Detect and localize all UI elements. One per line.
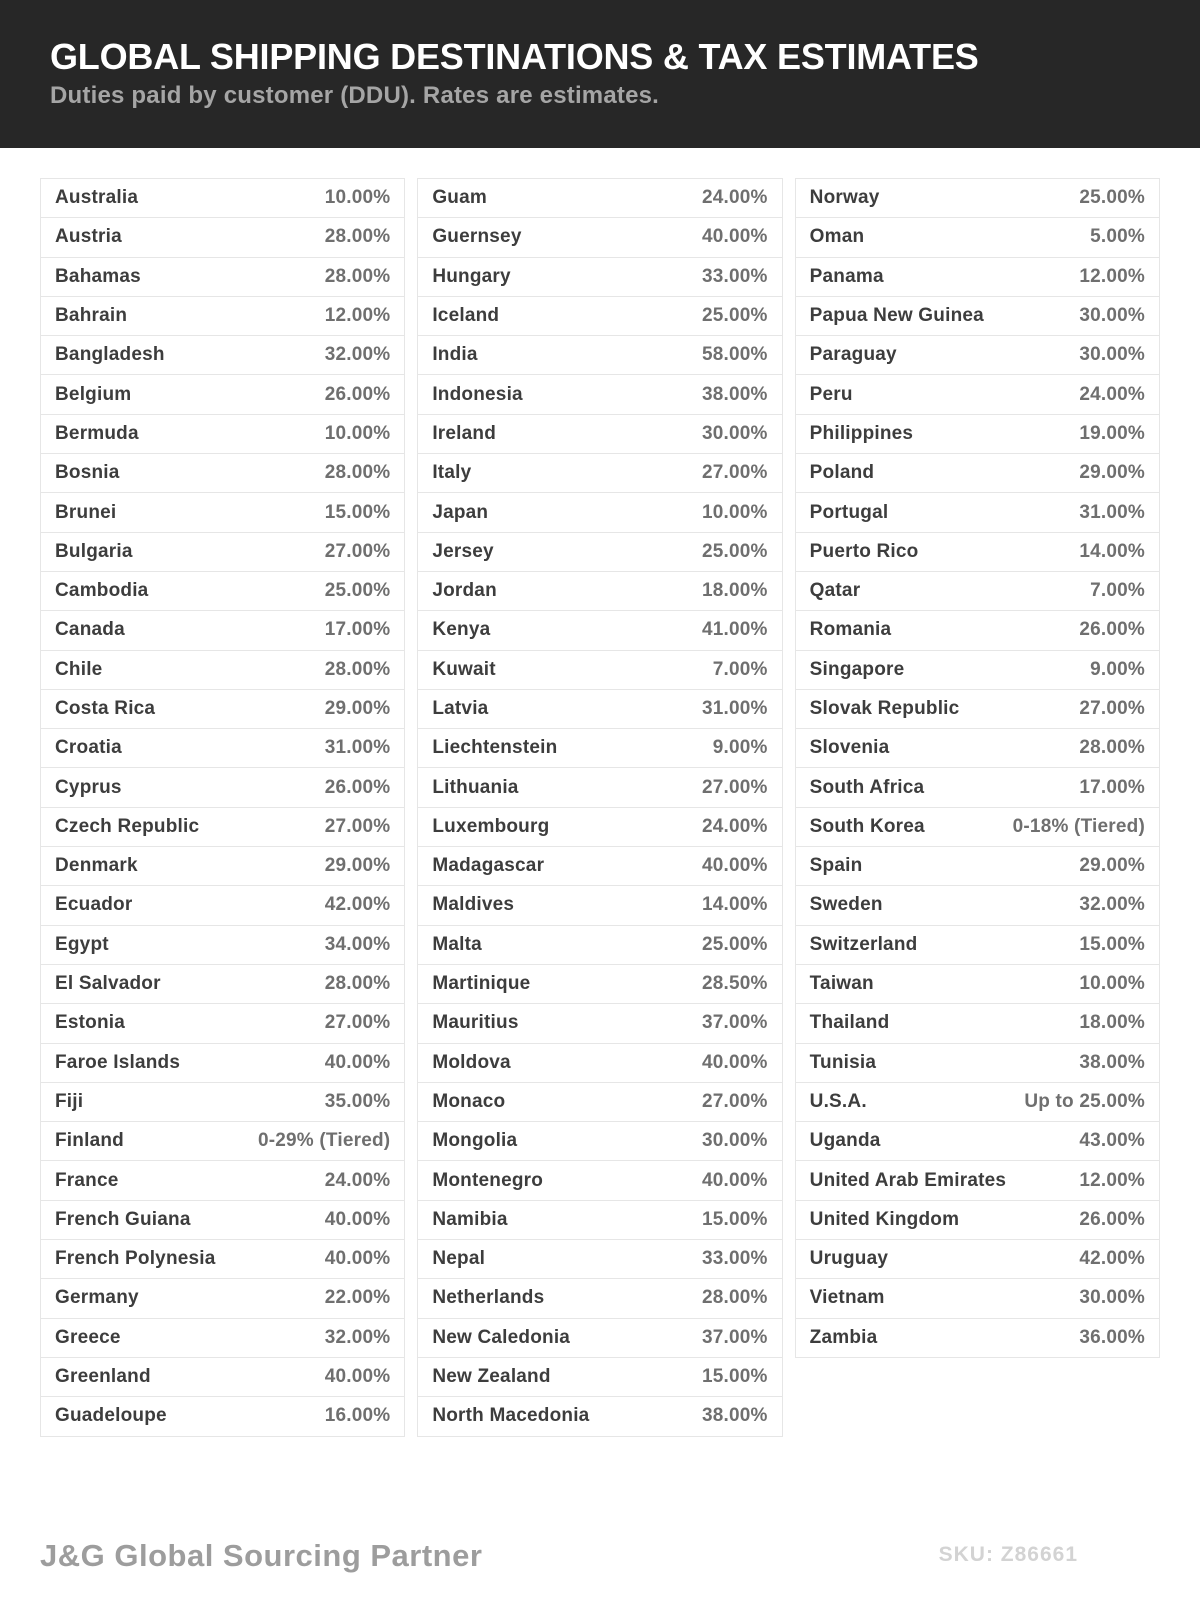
country-name: Uganda — [809, 1130, 881, 1152]
table-row — [41, 336, 404, 375]
country-name: Ecuador — [55, 894, 133, 916]
country-name: Martinique — [432, 973, 531, 995]
tax-rate: 58.00% — [702, 344, 768, 366]
tax-rate: 24.00% — [1079, 383, 1145, 405]
table-row — [418, 651, 781, 690]
table-row — [796, 1201, 1159, 1240]
tax-rate: 27.00% — [324, 540, 391, 562]
country-name: Egypt — [55, 933, 109, 955]
tax-rate: 5.00% — [1090, 226, 1145, 248]
country-name: Chile — [55, 658, 103, 680]
tax-rate: 10.00% — [324, 422, 391, 444]
tax-rate: 33.00% — [702, 1248, 768, 1270]
tax-rate: 14.00% — [1079, 540, 1145, 562]
country-name: French Polynesia — [55, 1248, 216, 1270]
table-row — [41, 415, 404, 454]
country-name: Oman — [809, 226, 865, 248]
table-row — [418, 847, 781, 886]
country-name: Cambodia — [55, 580, 149, 602]
tax-rate: 7.00% — [712, 658, 768, 680]
tax-rate: 17.00% — [324, 619, 391, 641]
tax-rate: 25.00% — [702, 933, 768, 955]
table-row — [796, 768, 1159, 807]
table-row — [796, 847, 1159, 886]
table-row — [418, 965, 781, 1004]
table-row — [41, 179, 404, 218]
country-name: Jersey — [432, 540, 494, 562]
country-name: Bulgaria — [55, 540, 133, 562]
table-row — [796, 729, 1159, 768]
country-name: Vietnam — [809, 1287, 885, 1309]
tax-rate: 7.00% — [1090, 580, 1145, 602]
tax-rate: 12.00% — [1079, 1169, 1145, 1191]
country-name: Croatia — [55, 737, 122, 759]
table-row — [41, 847, 404, 886]
tax-rate: 40.00% — [702, 1051, 768, 1073]
country-name: United Arab Emirates — [809, 1169, 1007, 1191]
table-row — [418, 1044, 781, 1083]
tax-rate: 28.00% — [1079, 737, 1145, 759]
country-name: Montenegro — [432, 1169, 544, 1191]
country-name: New Caledonia — [432, 1326, 571, 1348]
tax-rate: 28.50% — [702, 973, 768, 995]
table-row — [418, 218, 781, 257]
country-name: Germany — [55, 1287, 139, 1309]
table-row — [418, 375, 781, 414]
country-name: Maldives — [432, 894, 515, 916]
table-row — [418, 572, 781, 611]
table-row — [41, 729, 404, 768]
country-name: Belgium — [55, 383, 132, 405]
country-name: Slovak Republic — [809, 698, 960, 719]
table-row — [796, 1319, 1159, 1358]
tax-rate: 42.00% — [324, 894, 391, 916]
tax-rate: 24.00% — [324, 1169, 391, 1191]
country-name: Slovenia — [809, 737, 890, 759]
tax-rate: 43.00% — [1079, 1130, 1145, 1152]
table-row — [41, 454, 404, 493]
tax-rate: 37.00% — [702, 1012, 768, 1034]
tax-rate: 27.00% — [702, 1090, 768, 1112]
tax-rate: 28.00% — [324, 462, 391, 484]
table-row — [796, 258, 1159, 297]
table-row — [418, 179, 781, 218]
tax-rate: 15.00% — [702, 1208, 768, 1230]
tax-rate: 38.00% — [702, 383, 768, 405]
tax-rate: 17.00% — [1079, 776, 1145, 798]
country-name: Portugal — [809, 501, 889, 523]
country-name: Guam — [432, 187, 487, 209]
country-name: Fiji — [55, 1090, 84, 1112]
table-row — [41, 808, 404, 847]
table-row — [418, 1279, 781, 1318]
country-name: India — [432, 344, 478, 366]
tax-rate: 0-29% (Tiered) — [257, 1130, 391, 1152]
country-name: Czech Republic — [55, 815, 200, 837]
table-row — [41, 1358, 404, 1397]
tax-rate: 32.00% — [1079, 894, 1145, 916]
table-row — [418, 729, 781, 768]
country-name: Jordan — [432, 580, 497, 602]
country-name: Mauritius — [432, 1012, 519, 1034]
country-name: Singapore — [809, 658, 905, 680]
country-name: Malta — [432, 933, 482, 955]
tax-rate: 27.00% — [324, 815, 391, 837]
tax-rate: 27.00% — [1079, 698, 1145, 719]
table-row — [418, 415, 781, 454]
table-row — [41, 1319, 404, 1358]
country-name: Japan — [432, 501, 489, 523]
table-row — [418, 1358, 781, 1397]
table-row — [796, 1083, 1159, 1122]
country-name: Bermuda — [55, 422, 139, 444]
tax-rate: 31.00% — [702, 698, 768, 719]
table-row — [418, 1201, 781, 1240]
country-name: Canada — [55, 619, 125, 641]
tax-rate: 25.00% — [1079, 187, 1145, 209]
tax-rate: 15.00% — [324, 501, 391, 523]
table-row — [418, 1122, 781, 1161]
country-name: Namibia — [432, 1208, 508, 1230]
tax-rate: 40.00% — [702, 855, 768, 877]
table-row — [41, 375, 404, 414]
table-row — [418, 297, 781, 336]
table-row — [796, 415, 1159, 454]
country-name: New Zealand — [432, 1366, 551, 1388]
tax-rate: 10.00% — [1079, 973, 1145, 995]
country-name: Estonia — [55, 1012, 126, 1034]
table-row — [41, 651, 404, 690]
tax-rate: 10.00% — [702, 501, 768, 523]
table-row — [418, 768, 781, 807]
table-row — [796, 493, 1159, 532]
country-name: Cyprus — [55, 776, 122, 798]
tax-rate: 28.00% — [702, 1287, 768, 1309]
country-name: Spain — [809, 855, 863, 877]
sku-label: SKU: Z86661 — [938, 1543, 1078, 1566]
country-name: Brunei — [55, 501, 117, 523]
country-name: Madagascar — [432, 855, 545, 877]
country-name: Lithuania — [432, 776, 519, 798]
table-row — [418, 493, 781, 532]
country-name: Kuwait — [432, 658, 496, 680]
table-row — [41, 1161, 404, 1200]
country-name: Bangladesh — [55, 344, 165, 366]
table-row — [41, 926, 404, 965]
tax-rate: 41.00% — [702, 619, 768, 641]
tax-rate: 25.00% — [324, 580, 391, 602]
country-name: Uruguay — [809, 1248, 889, 1270]
tax-rate: 16.00% — [324, 1405, 391, 1427]
table-row — [418, 1083, 781, 1122]
tax-rate: 0-18% (Tiered) — [1012, 815, 1145, 837]
table-row — [418, 886, 781, 925]
country-name: Bahrain — [55, 305, 128, 327]
tax-rate: 26.00% — [324, 776, 391, 798]
tax-rate: 15.00% — [702, 1366, 768, 1388]
tax-rate: 30.00% — [702, 1130, 768, 1152]
country-name: Tunisia — [809, 1051, 877, 1073]
tax-rate: 37.00% — [702, 1326, 768, 1348]
table-row — [418, 1397, 781, 1436]
table-row — [796, 375, 1159, 414]
rates-column — [795, 178, 1160, 1358]
table-row — [418, 1319, 781, 1358]
country-name: French Guiana — [55, 1208, 191, 1230]
table-row — [796, 1240, 1159, 1279]
country-name: Guernsey — [432, 226, 522, 248]
country-name: United Kingdom — [809, 1208, 960, 1230]
tax-rate: 25.00% — [702, 305, 768, 327]
tax-rate: 40.00% — [324, 1051, 391, 1073]
table-row — [41, 1240, 404, 1279]
table-row — [41, 886, 404, 925]
country-name: Costa Rica — [55, 698, 156, 719]
table-row — [418, 611, 781, 650]
tax-rate: 40.00% — [324, 1208, 391, 1230]
tax-rate: 38.00% — [1079, 1051, 1145, 1073]
table-row — [418, 926, 781, 965]
country-name: Luxembourg — [432, 815, 550, 837]
country-name: U.S.A. — [809, 1090, 867, 1112]
tax-rate: 12.00% — [324, 305, 391, 327]
table-row — [41, 1279, 404, 1318]
country-name: Norway — [809, 187, 880, 209]
tax-rate: 12.00% — [1079, 265, 1145, 287]
tax-rate: 27.00% — [324, 1012, 391, 1034]
country-name: Italy — [432, 462, 472, 484]
country-name: Puerto Rico — [809, 540, 919, 562]
table-row — [796, 179, 1159, 218]
tax-rate: 31.00% — [324, 737, 391, 759]
tax-rate: 30.00% — [702, 422, 768, 444]
table-row — [796, 454, 1159, 493]
country-name: Latvia — [432, 698, 489, 719]
tax-rate: 19.00% — [1079, 422, 1145, 444]
country-name: Paraguay — [809, 344, 897, 366]
country-name: Monaco — [432, 1090, 506, 1112]
tax-rate: 22.00% — [324, 1287, 391, 1309]
table-row — [41, 965, 404, 1004]
table-row — [796, 965, 1159, 1004]
table-row — [418, 336, 781, 375]
country-name: Sweden — [809, 894, 883, 916]
tax-rate: 27.00% — [702, 462, 768, 484]
table-row — [796, 886, 1159, 925]
table-row — [41, 1044, 404, 1083]
country-name: Poland — [809, 462, 875, 484]
table-row — [796, 611, 1159, 650]
tax-rate: 38.00% — [702, 1405, 768, 1427]
country-name: Bosnia — [55, 462, 120, 484]
country-name: France — [55, 1169, 119, 1191]
table-row — [418, 533, 781, 572]
table-row — [796, 1044, 1159, 1083]
tax-rate: 34.00% — [324, 933, 391, 955]
tax-rate: 29.00% — [1079, 855, 1145, 877]
table-row — [418, 258, 781, 297]
rates-columns — [0, 148, 1200, 1437]
tax-rate: 28.00% — [324, 226, 391, 248]
table-row — [796, 690, 1159, 729]
table-row — [796, 297, 1159, 336]
table-row — [796, 336, 1159, 375]
tax-rate: 26.00% — [324, 383, 391, 405]
country-name: Netherlands — [432, 1287, 545, 1309]
tax-rate: 28.00% — [324, 658, 391, 680]
table-row — [41, 297, 404, 336]
tax-rate: 9.00% — [1090, 658, 1145, 680]
country-name: Nepal — [432, 1248, 486, 1270]
rates-column — [40, 178, 405, 1437]
page-title: GLOBAL SHIPPING DESTINATIONS & TAX ESTIMATES — [50, 35, 979, 77]
tax-rate: 30.00% — [1079, 344, 1145, 366]
table-row — [796, 1004, 1159, 1043]
tax-rate: 40.00% — [324, 1248, 391, 1270]
table-row — [41, 1122, 404, 1161]
table-row — [796, 651, 1159, 690]
tax-rate: 32.00% — [324, 1326, 391, 1348]
tax-rate: 26.00% — [1079, 619, 1145, 641]
tax-rate: 36.00% — [1079, 1326, 1145, 1348]
table-row — [41, 1397, 404, 1436]
country-name: Austria — [55, 226, 122, 248]
table-row — [41, 218, 404, 257]
country-name: Moldova — [432, 1051, 511, 1073]
table-row — [41, 572, 404, 611]
table-row — [41, 493, 404, 532]
tax-rate: 29.00% — [324, 855, 391, 877]
rates-column — [417, 178, 782, 1437]
table-row — [796, 1279, 1159, 1318]
country-name: El Salvador — [55, 973, 161, 995]
country-name: Zambia — [809, 1326, 878, 1348]
tax-rate: 10.00% — [324, 187, 391, 209]
tax-rate: 27.00% — [702, 776, 768, 798]
tax-rate: 9.00% — [712, 737, 768, 759]
country-name: Switzerland — [809, 933, 918, 955]
tax-rate: 30.00% — [1079, 305, 1145, 327]
country-name: Bahamas — [55, 265, 141, 287]
country-name: North Macedonia — [432, 1405, 590, 1427]
country-name: Guadeloupe — [55, 1405, 167, 1427]
country-name: Taiwan — [809, 973, 874, 995]
country-name: South Korea — [809, 815, 925, 837]
brand-name: J&G Global Sourcing Partner — [40, 1538, 483, 1573]
table-row — [418, 690, 781, 729]
table-row — [796, 808, 1159, 847]
country-name: Peru — [809, 383, 853, 405]
table-row — [796, 926, 1159, 965]
header-banner — [0, 0, 1200, 148]
country-name: Romania — [809, 619, 892, 641]
tax-rate: 15.00% — [1079, 933, 1145, 955]
table-row — [41, 611, 404, 650]
table-row — [418, 808, 781, 847]
country-name: Finland — [55, 1130, 124, 1152]
tax-rate: 32.00% — [324, 344, 391, 366]
tax-rate: 18.00% — [1079, 1012, 1145, 1034]
country-name: Greece — [55, 1326, 121, 1348]
country-name: Ireland — [432, 422, 497, 444]
country-name: Indonesia — [432, 383, 523, 405]
tax-rate: 28.00% — [324, 265, 391, 287]
tax-rate: 31.00% — [1079, 501, 1145, 523]
country-name: Faroe Islands — [55, 1051, 181, 1073]
country-name: Panama — [809, 265, 884, 287]
country-name: Denmark — [55, 855, 138, 877]
tax-rate: 35.00% — [324, 1090, 391, 1112]
country-name: Philippines — [809, 422, 914, 444]
table-row — [418, 1161, 781, 1200]
country-name: Iceland — [432, 305, 500, 327]
table-row — [796, 572, 1159, 611]
country-name: Thailand — [809, 1012, 890, 1034]
table-row — [41, 1083, 404, 1122]
tax-rate: 26.00% — [1079, 1208, 1145, 1230]
table-row — [41, 768, 404, 807]
tax-rate: 29.00% — [1079, 462, 1145, 484]
tax-rate: 40.00% — [702, 1169, 768, 1191]
table-row — [796, 533, 1159, 572]
table-row — [418, 454, 781, 493]
tax-rate: 30.00% — [1079, 1287, 1145, 1309]
tax-rate: 14.00% — [702, 894, 768, 916]
tax-rate: 25.00% — [702, 540, 768, 562]
tax-rate: 28.00% — [324, 973, 391, 995]
table-row — [41, 690, 404, 729]
tax-rate: 24.00% — [702, 815, 768, 837]
country-name: Qatar — [809, 580, 861, 602]
tax-rate: 29.00% — [324, 698, 391, 719]
country-name: Hungary — [432, 265, 511, 287]
table-row — [418, 1004, 781, 1043]
table-row — [41, 533, 404, 572]
table-row — [41, 1004, 404, 1043]
country-name: Greenland — [55, 1366, 151, 1388]
tax-rate: 40.00% — [702, 226, 768, 248]
tax-rate: 18.00% — [702, 580, 768, 602]
tax-rate: 42.00% — [1079, 1248, 1145, 1270]
table-row — [796, 1122, 1159, 1161]
table-row — [796, 1161, 1159, 1200]
tax-rate: 24.00% — [702, 187, 768, 209]
table-row — [41, 1201, 404, 1240]
country-name: Papua New Guinea — [809, 305, 984, 327]
table-row — [41, 258, 404, 297]
country-name: Australia — [55, 187, 139, 209]
country-name: South Africa — [809, 776, 925, 798]
country-name: Liechtenstein — [432, 737, 558, 759]
page-subtitle: Duties paid by customer (DDU). Rates are estimates. — [50, 82, 660, 110]
tax-rate: Up to 25.00% — [1024, 1090, 1145, 1112]
tax-rate: 33.00% — [702, 265, 768, 287]
table-row — [796, 218, 1159, 257]
table-row — [418, 1240, 781, 1279]
country-name: Kenya — [432, 619, 491, 641]
country-name: Mongolia — [432, 1130, 518, 1152]
tax-rate: 40.00% — [324, 1366, 391, 1388]
